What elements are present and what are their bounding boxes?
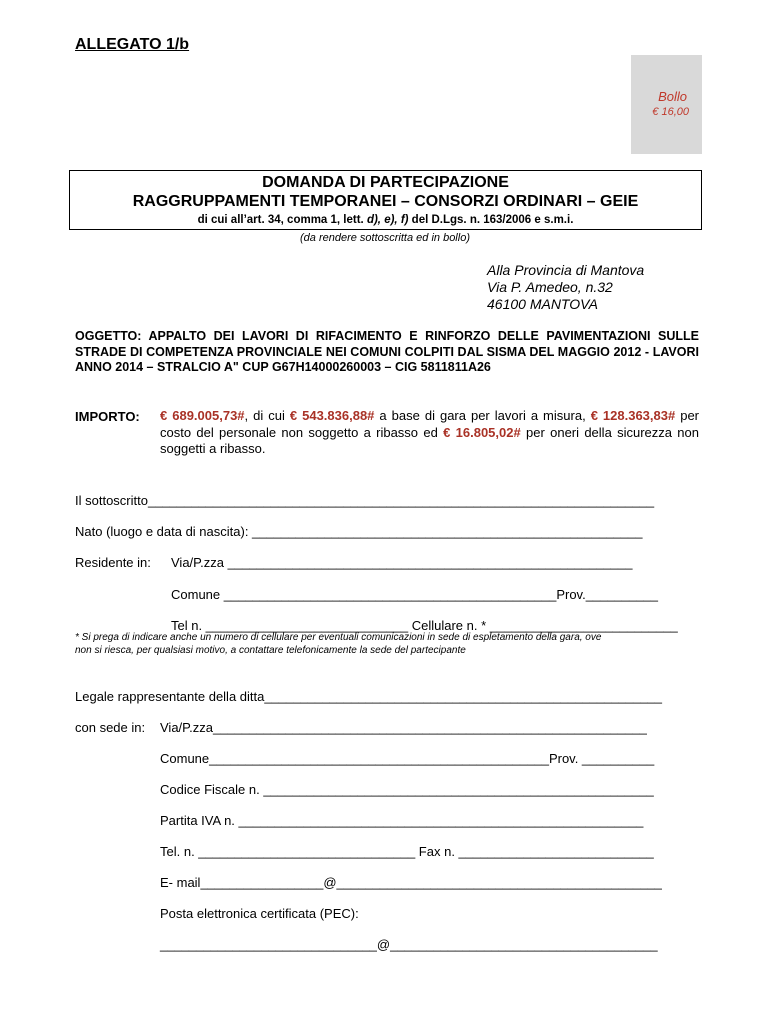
bollo-price: € 16,00	[652, 106, 689, 118]
address-line-1: Alla Provincia di Mantova	[487, 262, 645, 278]
sottoscritto-field[interactable]: Il sottoscritto______________________________________________________________________	[75, 493, 655, 508]
oggetto-paragraph: OGGETTO: APPALTO DEI LAVORI DI RIFACIMENTO E RINFORZO DELLE PAVIMENTAZIONI SULLE STRADE DI COMPETENZA PROVINCIALE NEI COMUNI COLPITI DAL SISMA DEL MAGGIO 2012 - LAVORI ANNO 2014 – STRALCIO A" CUP G67H14000260003 – CIG 5811811A26	[75, 329, 699, 374]
residente-via-field[interactable]: Via/P.zza ________________________________________________________	[171, 555, 633, 570]
footnote-line-1: * Si prega di indicare anche un numero di cellulare per eventuali comunicazioni in sede di espletamento della gara, ove	[75, 632, 602, 643]
address-line-2: Via P. Amedeo, n.32	[487, 279, 613, 295]
allegato-heading: ALLEGATO 1/b	[75, 36, 190, 53]
residente-tel-field[interactable]: Tel n. ____________________________ Cellulare n. * __________________________	[171, 618, 678, 633]
title-line-2: RAGGRUPPAMENTI TEMPORANEI – CONSORZI ORDINARI – GEIE	[132, 193, 639, 210]
sede-label: con sede in:	[75, 720, 146, 735]
partita-iva-field[interactable]: Partita IVA n. ________________________________________________________	[160, 813, 644, 828]
nato-field[interactable]: Nato (luogo e data di nascita): ______________________________________________________	[75, 524, 643, 539]
footnote-line-2: non si riesca, per qualsiasi motivo, a contattare telefonicamente la sede del partecipante	[75, 645, 466, 656]
email-field[interactable]: E- mail_________________@_____________________________________________	[160, 875, 662, 890]
legale-rappresentante-field[interactable]: Legale rappresentante della ditta_______________________________________________________	[75, 689, 663, 704]
title-line-3	[70, 214, 701, 226]
amount-sicurezza: € 16.805,02#	[443, 424, 521, 440]
pec-field[interactable]: ______________________________@_____________________________________	[160, 937, 658, 952]
importo-text-2: a base di gara per lavori a misura,	[374, 408, 591, 423]
importo-text-3: per costo del personale non soggetto a ribasso ed	[160, 408, 700, 440]
amount-total: € 689.005,73#	[160, 408, 245, 423]
importo-text-1: , di cui	[244, 408, 290, 423]
title-line-3-italic: d), e), f)	[366, 214, 409, 226]
bollo-stamp-box	[631, 55, 702, 154]
address-line-3: 46100 MANTOVA	[487, 296, 599, 312]
title-line-3-pre: di cui all’art. 34, comma 1, lett.	[197, 214, 367, 226]
bollo-title: Bollo	[658, 89, 687, 104]
bollo-note: (da rendere sottoscritta ed in bollo)	[300, 232, 470, 244]
amount-lavori: € 543.836,88#	[289, 408, 375, 423]
sede-comune-field[interactable]: Comune_______________________________________________Prov. __________	[160, 751, 655, 766]
importo-text-4: per oneri della sicurezza non soggetti a ribasso.	[160, 424, 699, 456]
title-line-3-post: del D.Lgs. n. 163/2006 e s.m.i.	[408, 214, 574, 226]
importo-label: IMPORTO:	[75, 409, 140, 424]
sede-via-field[interactable]: Via/P.zza____________________________________________________________	[160, 720, 647, 735]
title-line-1: DOMANDA DI PARTECIPAZIONE	[262, 174, 509, 191]
codice-fiscale-field[interactable]: Codice Fiscale n. ______________________________________________________	[160, 782, 654, 797]
tel-fax-field[interactable]: Tel. n. ______________________________ Fax n. ___________________________	[160, 844, 654, 859]
residente-comune-field[interactable]: Comune ______________________________________________Prov.__________	[171, 587, 659, 602]
residente-label: Residente in:	[75, 555, 151, 570]
pec-label: Posta elettronica certificata (PEC):	[160, 906, 359, 921]
importo-paragraph	[160, 408, 699, 458]
amount-personale: € 128.363,83#	[590, 408, 676, 423]
title-box	[69, 170, 702, 230]
